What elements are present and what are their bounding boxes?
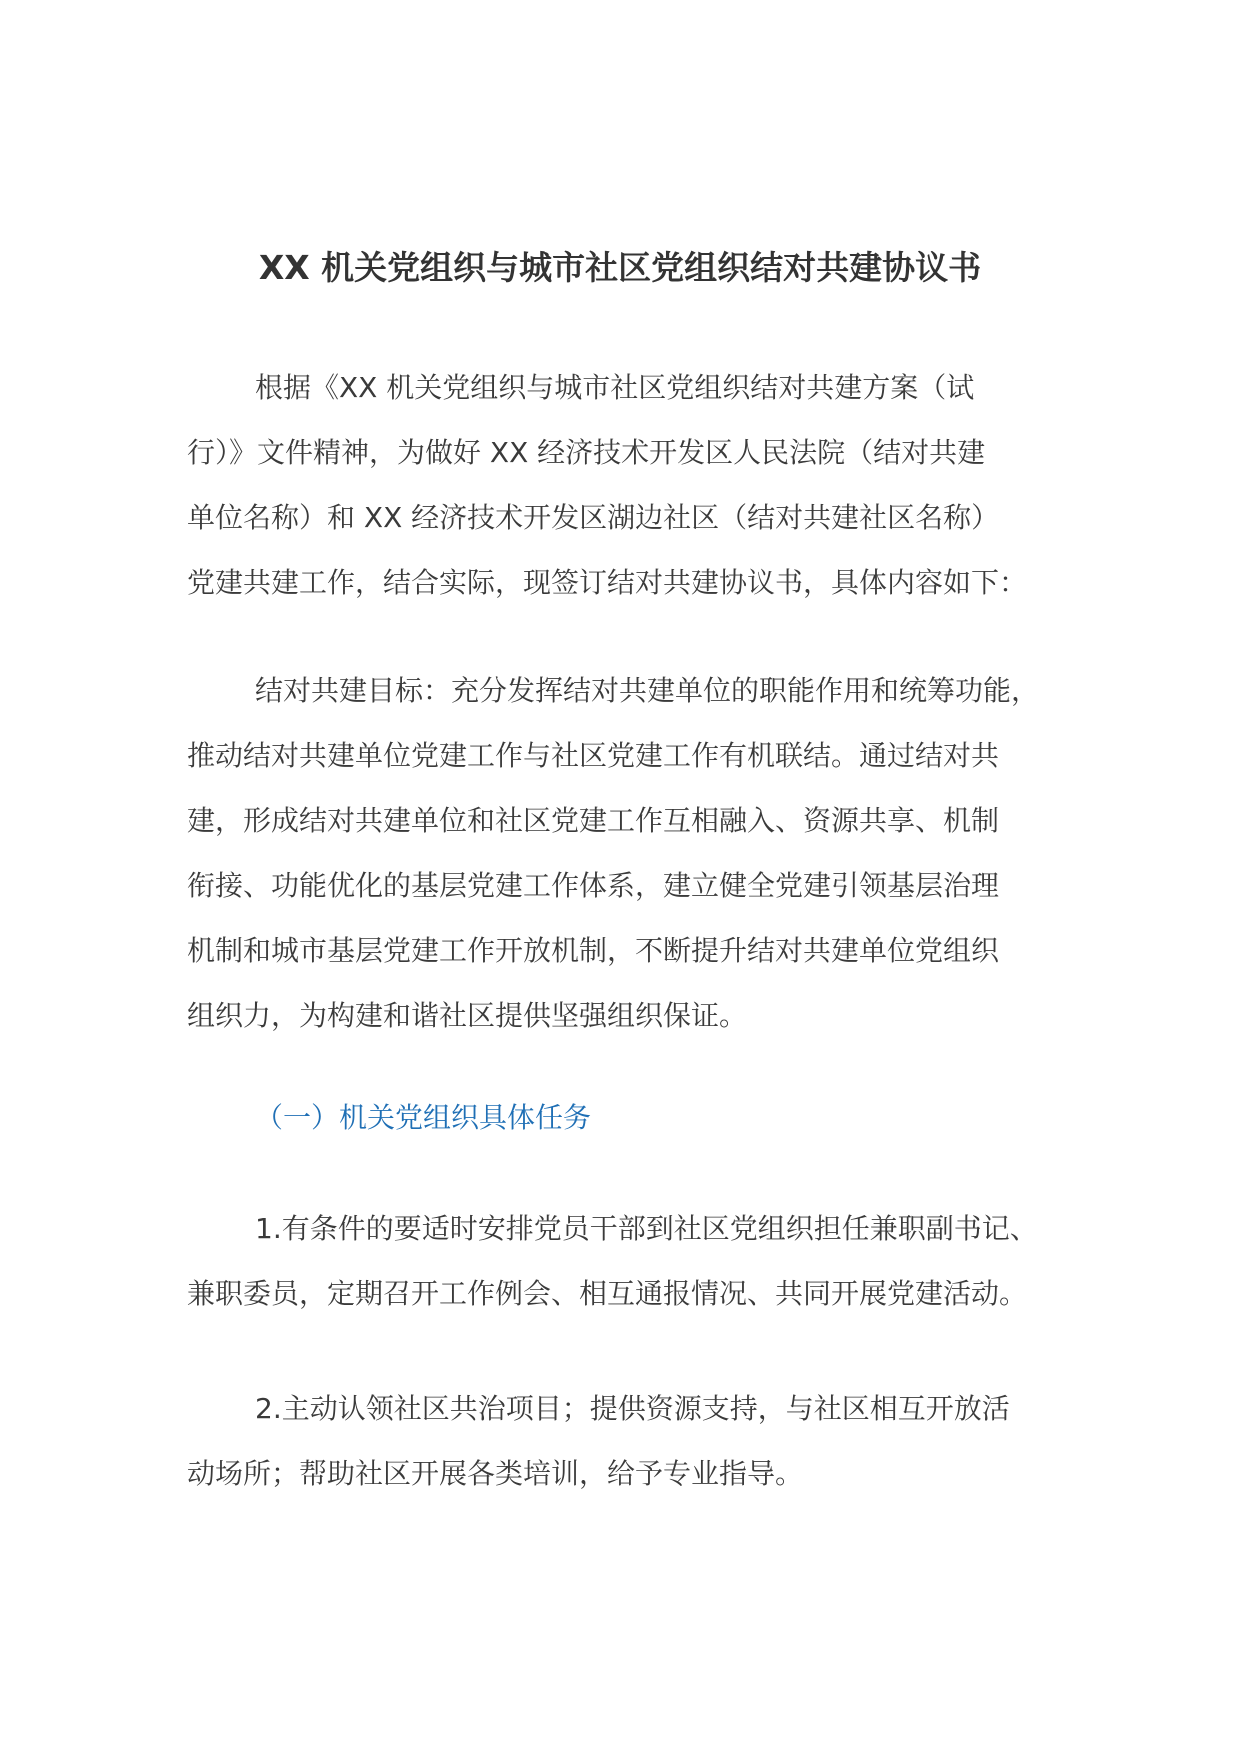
intro-line: 单位名称）和 XX 经济技术开发区湖边社区（结对共建社区名称） [187,501,1000,534]
goal-paragraph [187,658,1067,1048]
intro-line: 根据《XX 机关党组织与城市社区党组织结对共建方案（试 [255,371,975,404]
task-item-1 [187,1196,1067,1326]
task-item-line: 1.有条件的要适时安排党员干部到社区党组织担任兼职副书记、 [255,1212,1038,1245]
goal-line: 推动结对共建单位党建工作与社区党建工作有机联结。通过结对共 [187,739,1000,772]
task-item-2 [187,1376,1067,1506]
goal-line: 衔接、功能优化的基层党建工作体系，建立健全党建引领基层治理 [187,869,1000,902]
goal-line: 建，形成结对共建单位和社区党建工作互相融入、资源共享、机制 [187,804,1000,837]
goal-line: 机制和城市基层党建工作开放机制，不断提升结对共建单位党组织 [187,934,1000,967]
task-item-line: 兼职委员，定期召开工作例会、相互通报情况、共同开展党建活动。 [187,1277,1028,1310]
task-item-line: 动场所；帮助社区开展各类培训，给予专业指导。 [187,1457,804,1490]
goal-line: 结对共建目标：充分发挥结对共建单位的职能作用和统筹功能， [255,674,1040,707]
intro-line: 行）》文件精神，为做好 XX 经济技术开发区人民法院（结对共建 [187,436,986,469]
section-heading: （一）机关党组织具体任务 [255,1101,592,1134]
task-item-line: 2.主动认领社区共治项目；提供资源支持，与社区相互开放活 [255,1392,1010,1425]
intro-line: 党建共建工作，结合实际，现签订结对共建协议书，具体内容如下： [187,566,1028,599]
document-title: XX 机关党组织与城市社区党组织结对共建协议书 [258,248,982,287]
goal-line: 组织力，为构建和谐社区提供坚强组织保证。 [187,999,748,1032]
intro-paragraph [187,355,1067,615]
